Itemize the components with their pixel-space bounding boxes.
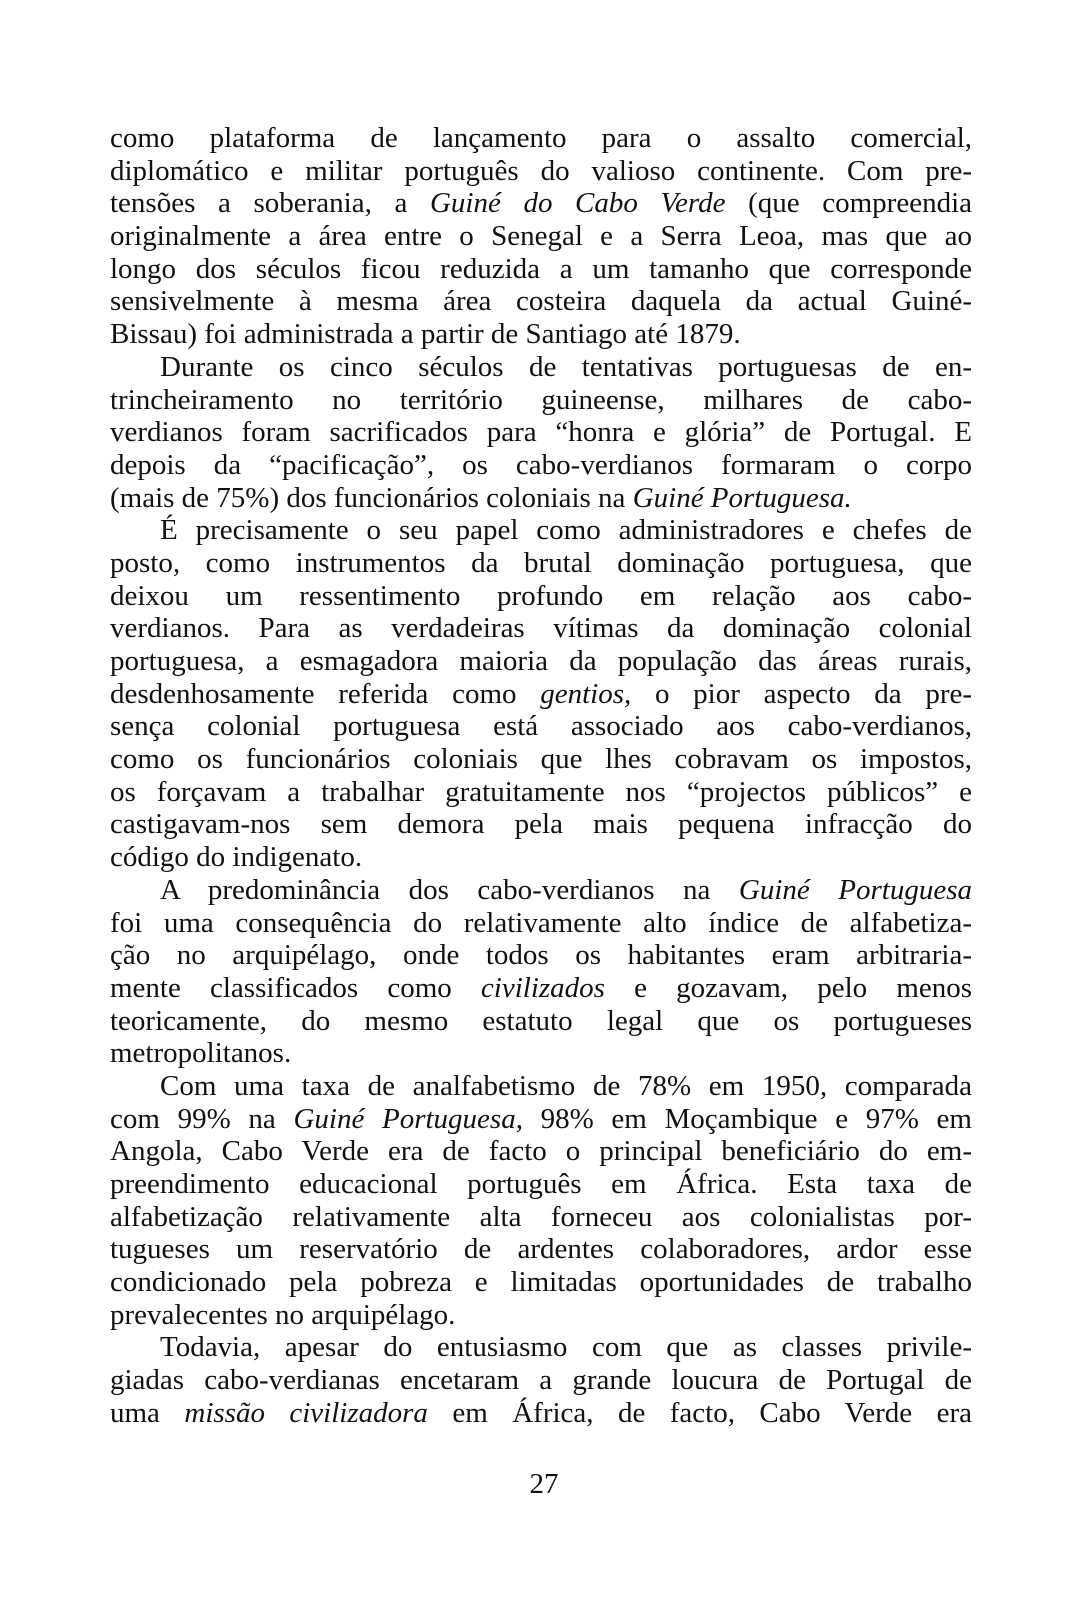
text-line: tugueses um reservatório de ardentes colaboradores, ardor esse (110, 1233, 972, 1266)
text-line: os forçavam a trabalhar gratuitamente nos “projectos públicos” e (110, 775, 972, 808)
text-line: prevalecentes no arquipélago. (110, 1298, 456, 1331)
text-line: sença colonial portuguesa está associado aos cabo-verdianos, (110, 710, 972, 743)
text-line: ção no arquipélago, onde todos os habitantes eram arbitraria- (110, 939, 972, 972)
text-line: originalmente a área entre o Senegal e a Serra Leoa, mas que ao (110, 220, 972, 253)
text-line: Bissau) foi administrada a partir de Santiago até 1879. (110, 318, 741, 351)
text-line: tensões a soberania, a Guiné do Cabo Verde (que compreendia (110, 187, 973, 220)
text-line: posto, como instrumentos da brutal dominação portuguesa, que (110, 546, 972, 579)
text-line: como os funcionários coloniais que lhes cobravam os impostos, (110, 743, 972, 776)
text-line: Com uma taxa de analfabetismo de 78% em 1950, comparada (160, 1069, 972, 1102)
text-line: mente classificados como civilizados e gozavam, pelo menos (110, 971, 973, 1004)
text-line: como plataforma de lançamento para o assalto comercial, (110, 122, 972, 154)
text-line: com 99% na Guiné Portuguesa, 98% em Moçambique e 97% em (110, 1102, 972, 1135)
text-line: giadas cabo-verdianas encetaram a grande loucura de Portugal de (110, 1364, 972, 1397)
text-line: Todavia, apesar do entusiasmo com que as classes privile- (160, 1331, 972, 1364)
text-line: depois da “pacificação”, os cabo-verdianos formaram o corpo (110, 448, 972, 481)
text-line: deixou um ressentimento profundo em relação aos cabo- (110, 579, 972, 612)
text-line: código do indigenato. (110, 841, 363, 874)
text-line: uma missão civilizadora em África, de facto, Cabo Verde era (110, 1396, 972, 1429)
text-line: sensivelmente à mesma área costeira daquela da actual Guiné- (110, 285, 972, 318)
text-line: desdenhosamente referida como gentios, o pior aspecto da pre- (110, 677, 973, 710)
text-line: A predominância dos cabo-verdianos na Guiné Portuguesa (160, 873, 972, 906)
text-line: metropolitanos. (110, 1037, 292, 1070)
text-line: longo dos séculos ficou reduzida a um tamanho que corresponde (110, 252, 972, 285)
text-line: (mais de 75%) dos funcionários coloniais na Guiné Portuguesa. (110, 481, 852, 514)
text-line: castigavam-nos sem demora pela mais pequena infracção do (110, 808, 972, 841)
text-line: Durante os cinco séculos de tentativas portuguesas de en- (160, 350, 972, 383)
text-line: verdianos. Para as verdadeiras vítimas da dominação colonial (110, 612, 972, 645)
page-body (110, 122, 972, 1430)
text-line: preendimento educacional português em África. Esta taxa de (110, 1168, 972, 1200)
text-line: teoricamente, do mesmo estatuto legal que os portugueses (110, 1004, 972, 1037)
text-line: foi uma consequência do relativamente alto índice de alfabetiza- (110, 906, 972, 939)
text-line: portuguesa, a esmagadora maioria da população das áreas rurais, (110, 645, 972, 677)
text-line: verdianos foram sacrificados para “honra e glória” de Portugal. E (110, 416, 972, 449)
page-number: 27 (529, 1468, 559, 1500)
text-line: diplomático e militar português do valioso continente. Com pre- (110, 154, 972, 187)
text-line: É precisamente o seu papel como administradores e chefes de (160, 514, 972, 547)
text-line: alfabetização relativamente alta forneceu aos colonialistas por- (110, 1200, 972, 1233)
text-line: trincheiramento no território guineense, milhares de cabo- (110, 383, 972, 416)
text-line: Angola, Cabo Verde era de facto o principal beneficiário do em- (110, 1135, 972, 1168)
text-line: condicionado pela pobreza e limitadas oportunidades de trabalho (110, 1266, 972, 1299)
